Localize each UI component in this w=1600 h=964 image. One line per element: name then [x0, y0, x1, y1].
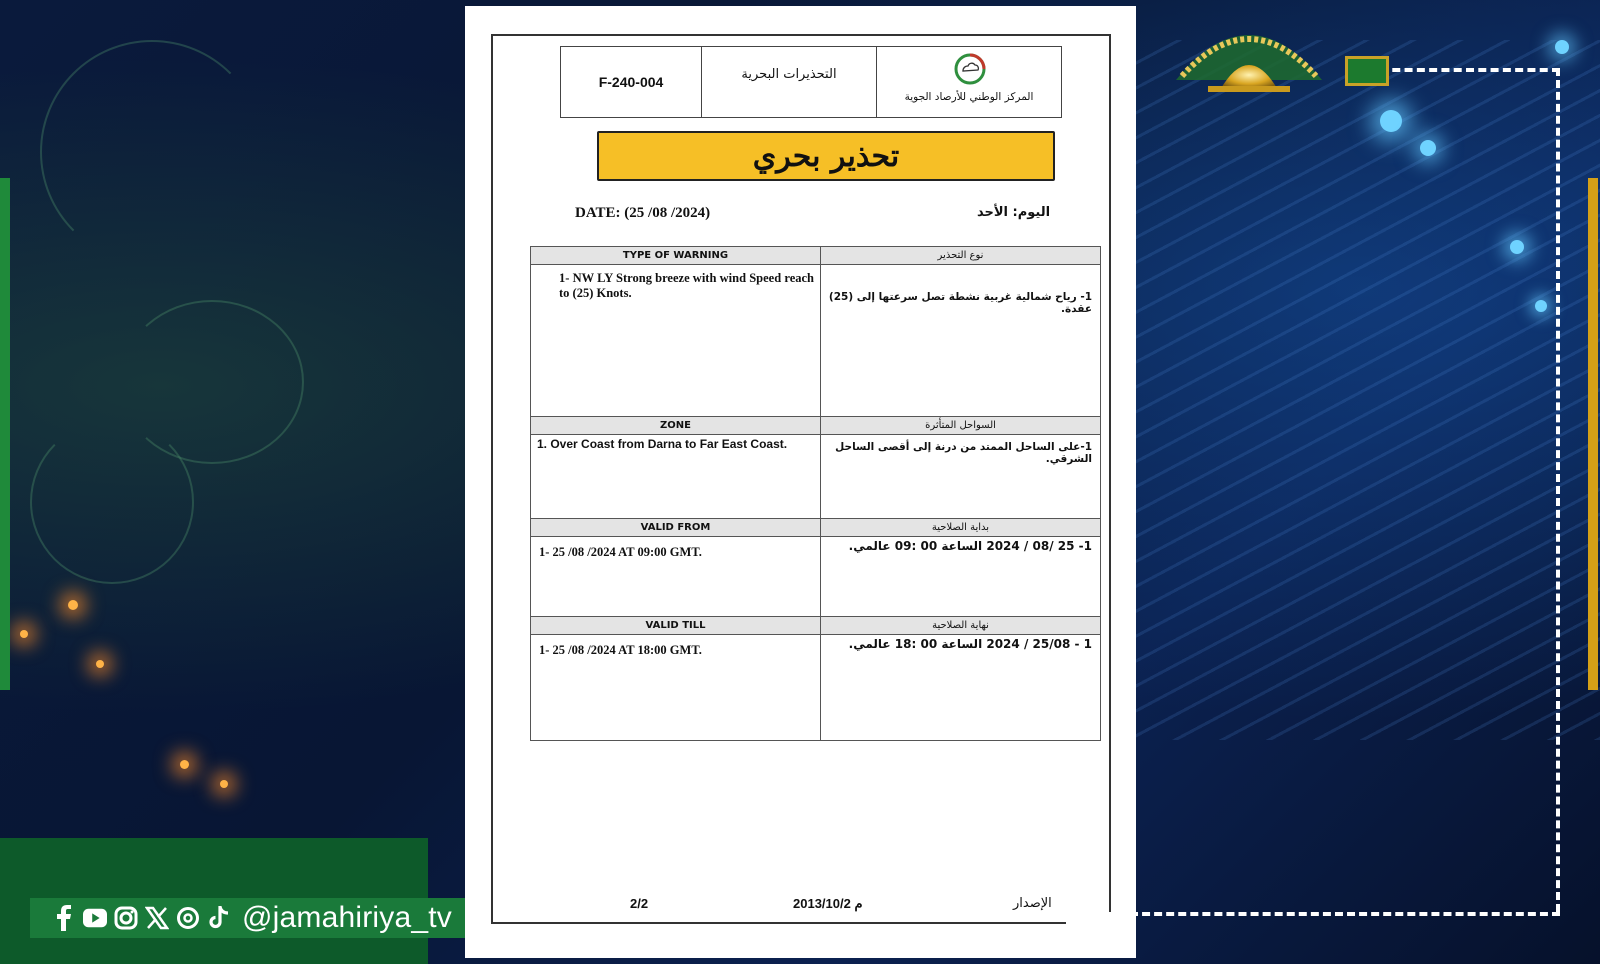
social-bar — [30, 898, 508, 938]
header-type-ar: نوع التحذير — [821, 247, 1101, 265]
warning-type-en: 1- NW LY Strong breeze with wind Speed reach to (25) Knots. — [559, 271, 814, 300]
header-type-en: TYPE OF WARNING — [531, 247, 821, 265]
table-row — [531, 635, 1101, 741]
table-row — [531, 537, 1101, 617]
x-icon[interactable] — [145, 905, 169, 931]
light-glow — [1535, 300, 1547, 312]
background-ornament — [40, 40, 264, 264]
background-ornament — [30, 420, 194, 584]
facebook-icon[interactable] — [52, 905, 76, 931]
document-header — [560, 46, 1062, 118]
header-zone-ar: السواحل المتأثرة — [821, 417, 1101, 435]
table-row — [531, 435, 1101, 519]
zone-en: 1. Over Coast from Darna to Far East Coast. — [531, 435, 821, 519]
spark-light — [68, 600, 78, 610]
light-glow — [1510, 240, 1524, 254]
valid-till-ar: 1 - 25/08 / 2024 الساعة 00 :18 عالمي. — [821, 635, 1101, 741]
form-code: F-240-004 — [561, 47, 702, 117]
organization-cell — [877, 47, 1061, 117]
spark-light — [180, 760, 189, 769]
header-valid-from-en: VALID FROM — [531, 519, 821, 537]
table-header-row — [531, 617, 1101, 635]
spark-light — [220, 780, 228, 788]
header-valid-till-en: VALID TILL — [531, 617, 821, 635]
header-valid-from-ar: بداية الصلاحية — [821, 519, 1101, 537]
table-row — [531, 265, 1101, 417]
table-header-row — [531, 247, 1101, 265]
footer-issue-date: 2013/10/2 م — [793, 896, 863, 911]
threads-icon[interactable] — [176, 905, 200, 931]
department-title: التحذيرات البحرية — [702, 47, 877, 117]
light-glow — [1555, 40, 1569, 54]
warning-banner: تحذير بحري — [597, 131, 1055, 181]
header-zone-en: ZONE — [531, 417, 821, 435]
issue-date: DATE: (25 /08 /2024) — [575, 205, 711, 221]
zone-ar: 1-على الساحل الممتد من درنة إلى أقصى الساحل الشرقي. — [821, 435, 1101, 519]
spark-light — [20, 630, 28, 638]
left-accent-bar — [0, 178, 10, 690]
footer-issue-label: الإصدار — [1013, 896, 1052, 911]
page-number: 2/2 — [630, 896, 649, 911]
issue-day: اليوم: الأحد — [977, 205, 1051, 220]
light-glow — [1380, 110, 1402, 132]
light-glow — [1420, 140, 1436, 156]
meteorology-logo-icon — [954, 53, 986, 85]
social-handle[interactable]: @jamahiriya_tv — [242, 901, 452, 934]
marine-warning-document — [465, 6, 1136, 958]
table-header-row — [531, 417, 1101, 435]
instagram-icon[interactable] — [114, 905, 138, 931]
valid-from-ar: 1- 25 /08 / 2024 الساعة 00 :09 عالمي. — [821, 537, 1101, 617]
dashed-frame-bottom — [1130, 912, 1560, 916]
channel-flag-icon — [1345, 56, 1389, 86]
header-valid-till-ar: نهاية الصلاحية — [821, 617, 1101, 635]
warning-table — [530, 246, 1101, 741]
table-header-row — [531, 519, 1101, 537]
dashed-frame-top — [1380, 68, 1560, 72]
organization-name: المركز الوطني للأرصاد الجوية — [904, 91, 1034, 103]
spark-light — [96, 660, 104, 668]
valid-till-en: 1- 25 /08 /2024 AT 18:00 GMT. — [531, 635, 821, 741]
tiktok-icon[interactable] — [207, 905, 231, 931]
background-stripes — [1130, 40, 1600, 740]
right-accent-bar — [1588, 178, 1598, 690]
dashed-frame-right — [1556, 68, 1560, 912]
youtube-icon[interactable] — [83, 905, 107, 931]
valid-from-en: 1- 25 /08 /2024 AT 09:00 GMT. — [531, 537, 821, 617]
warning-type-ar: 1- رياح شمالية غربية نشطة تصل سرعتها إلى (25) عقدة. — [821, 265, 1101, 417]
channel-logo-icon — [1168, 10, 1330, 92]
